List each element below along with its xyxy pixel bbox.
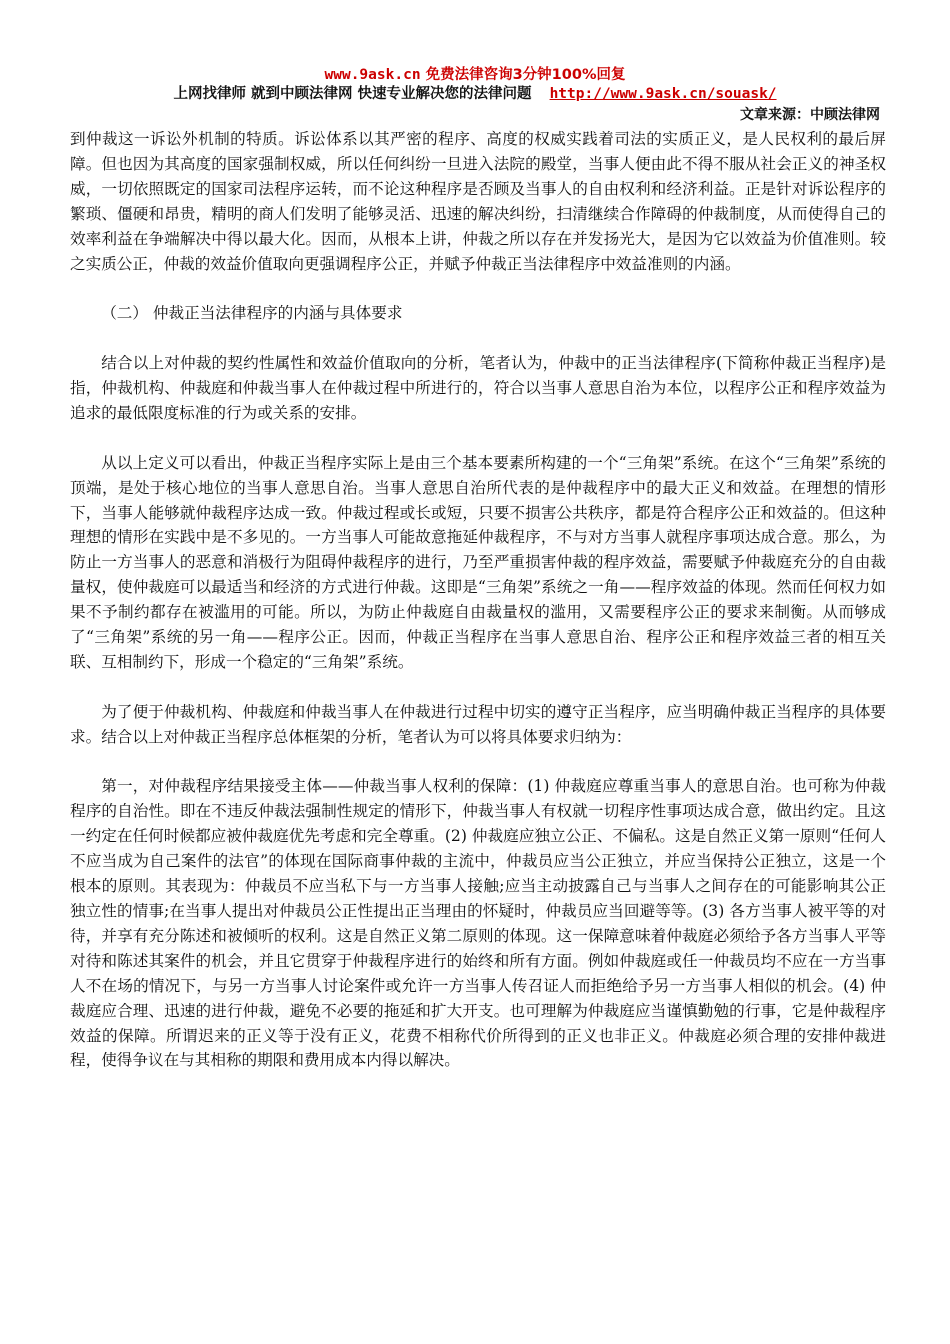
page-header — [0, 66, 950, 104]
header-promo-text: 免费法律咨询3分钟100%回复 — [420, 67, 626, 83]
header-line-2 — [0, 85, 950, 104]
header-slogan: 上网找律师 就到中顾法律网 快速专业解决您的法律问题 — [173, 86, 532, 102]
article-source: 文章来源：中顾法律网 — [740, 107, 880, 123]
paragraph-definition: 结合以上对仲裁的契约性属性和效益价值取向的分析，笔者认为，仲裁中的正当法律程序(下简称仲裁正当程序)是指，仲裁机构、仲裁庭和仲裁当事人在仲裁过程中所进行的，符合以当事人意思自治为本位，以程序公正和程序效益为追求的最低限度标准的行为或关系的安排。 — [70, 354, 886, 422]
article-body — [70, 127, 886, 1098]
paragraph-triangle-system: 从以上定义可以看出，仲裁正当程序实际上是由三个基本要素所构建的一个“三角架”系统。在这个“三角架”系统的顶端，是处于核心地位的当事人意思自治。当事人意思自治所代表的是仲裁程序中的最大正义和效益。在理想的情形下，当事人能够就仲裁程序达成一致。仲裁过程或长或短，只要不损害公共秩序，都是符合程序公正和效益的。但这种理想的情形在实践中是不多见的。一方当事人可能故意拖延仲裁程序，不与对方当事人就程序事项达成合意。那么，为防止一方当事人的恶意和消极行为阻碍仲裁程序的进行，乃至严重损害仲裁的程序效益，需要赋予仲裁庭充分的自由裁量权，使仲裁庭可以最适当和经济的方式进行仲裁。这即是“三角架”系统之一角——程序效益的体现。然而任何权力如果不予制约都存在被滥用的可能。所以，为防止仲裁庭自由裁量权的滥用，又需要程序公正的要求来制衡。从而够成了“三角架”系统的另一角——程序公正。因而，仲裁正当程序在当事人意思自治、程序公正和程序效益三者的相互关联、互相制约下，形成一个稳定的“三角架”系统。 — [70, 453, 886, 671]
header-souask-link[interactable]: http://www.9ask.cn/souask/ — [549, 86, 777, 102]
paragraph-requirements-intro: 为了便于仲裁机构、仲裁庭和仲裁当事人在仲裁进行过程中切实的遵守正当程序，应当明确仲裁正当程序的具体要求。结合以上对仲裁正当程序总体框架的分析，笔者认为可以将具体要求归纳为： — [70, 702, 886, 746]
section-heading: （二） 仲裁正当法律程序的内涵与具体要求 — [101, 304, 403, 323]
header-site-link[interactable]: www.9ask.cn — [324, 67, 421, 83]
header-line-1 — [0, 66, 950, 85]
paragraph-continuation: 到仲裁这一诉讼外机制的特质。诉讼体系以其严密的程序、高度的权威实践着司法的实质正义，是人民权利的最后屏障。但也因为其高度的国家强制权威，所以任何纠纷一旦进入法院的殿堂，当事人便由此不得不服从社会正义的神圣权威，一切依照既定的国家司法程序运转，而不论这种程序是否顾及当事人的自由权利和经济利益。正是针对诉讼程序的繁琐、僵硬和昂贵，精明的商人们发明了能够灵活、迅速的解决纠纷，扫清继续合作障碍的仲裁制度，从而使得自己的效率利益在争端解决中得以最大化。因而，从根本上讲，仲裁之所以存在并发扬光大，是因为它以效益为价值准则。较之实质公正，仲裁的效益价值取向更强调程序公正，并赋予仲裁正当法律程序中效益准则的内涵。 — [70, 130, 886, 273]
paragraph-first-requirement: 第一，对仲裁程序结果接受主体——仲裁当事人权利的保障：(1) 仲裁庭应尊重当事人的意思自治。也可称为仲裁程序的自治性。即在不违反仲裁法强制性规定的情形下，仲裁当事人有权就一切程序性事项达成合意，做出约定。且这一约定在任何时候都应被仲裁庭优先考虑和完全尊重。(2) 仲裁庭应独立公正、不偏私。这是自然正义第一原则“任何人不应当成为自己案件的法官”的体现在国际商事仲裁的主流中，仲裁员应当公正独立，并应当保持公正独立，这是一个根本的原则。其表现为：仲裁员不应当私下与一方当事人接触;应当主动披露自己与当事人之间存在的可能影响其公正独立性的情事;在当事人提出对仲裁员公正性提出正当理由的怀疑时，仲裁员应当回避等等。(3) 各方当事人被平等的对待，并享有充分陈述和被倾听的权利。这是自然正义第二原则的体现。这一保障意味着仲裁庭必须给予各方当事人平等对待和陈述其案件的机会，并且它贯穿于仲裁程序进行的始终和所有方面。例如仲裁庭或任一仲裁员均不应在一方当事人不在场的情况下，与另一方当事人讨论案件或允许一方当事人传召证人而拒绝给予另一方当事人相似的机会。(4) 仲裁庭应合理、迅速的进行仲裁，避免不必要的拖延和扩大开支。也可理解为仲裁庭应当谨慎勤勉的行事，它是仲裁程序效益的保障。所谓迟来的正义等于没有正义，花费不相称代价所得到的正义也非正义。仲裁庭必须合理的安排仲裁进程，使得争议在与其相称的期限和费用成本内得以解决。 — [70, 777, 886, 1070]
